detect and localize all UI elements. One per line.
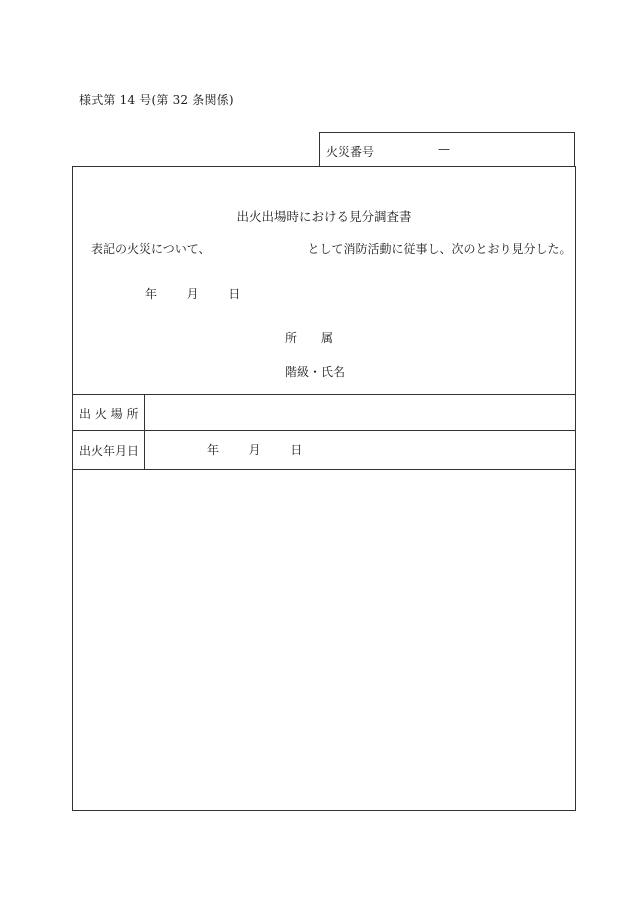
fire-number-dash: — (438, 142, 450, 156)
report-date-month: 月 (186, 287, 199, 301)
label-column-divider (144, 394, 145, 469)
fire-date-label: 出火年月日 (79, 444, 140, 458)
document-title: 出火出場時における見分調査書 (236, 209, 412, 224)
report-date-year: 年 (145, 287, 158, 301)
fire-location-label: 出 火 場 所 (79, 407, 139, 421)
fire-date-year: 年 (207, 443, 220, 457)
report-date-day: 日 (228, 287, 241, 301)
report-date (145, 285, 240, 302)
affiliation-label: 所 属 (285, 331, 334, 345)
fire-number-label: 火災番号 (326, 145, 375, 159)
fire-date-month: 月 (248, 443, 261, 457)
fire-date-day: 日 (290, 443, 303, 457)
investigation-form-table (72, 166, 576, 811)
row-divider (73, 394, 575, 395)
statement-before: 表記の火災について、 (91, 242, 211, 256)
statement-after: として消防活動に従事し、次のとおり見分した。 (307, 242, 572, 256)
rank-name-label: 階級・氏名 (285, 365, 346, 379)
row-divider (73, 430, 575, 431)
form-number-label: 様式第 14 号(第 32 条関係) (79, 93, 234, 107)
fire-date-value (207, 441, 302, 458)
statement-line (91, 240, 572, 257)
fire-number-box (319, 132, 575, 166)
observation-area[interactable] (73, 470, 575, 810)
